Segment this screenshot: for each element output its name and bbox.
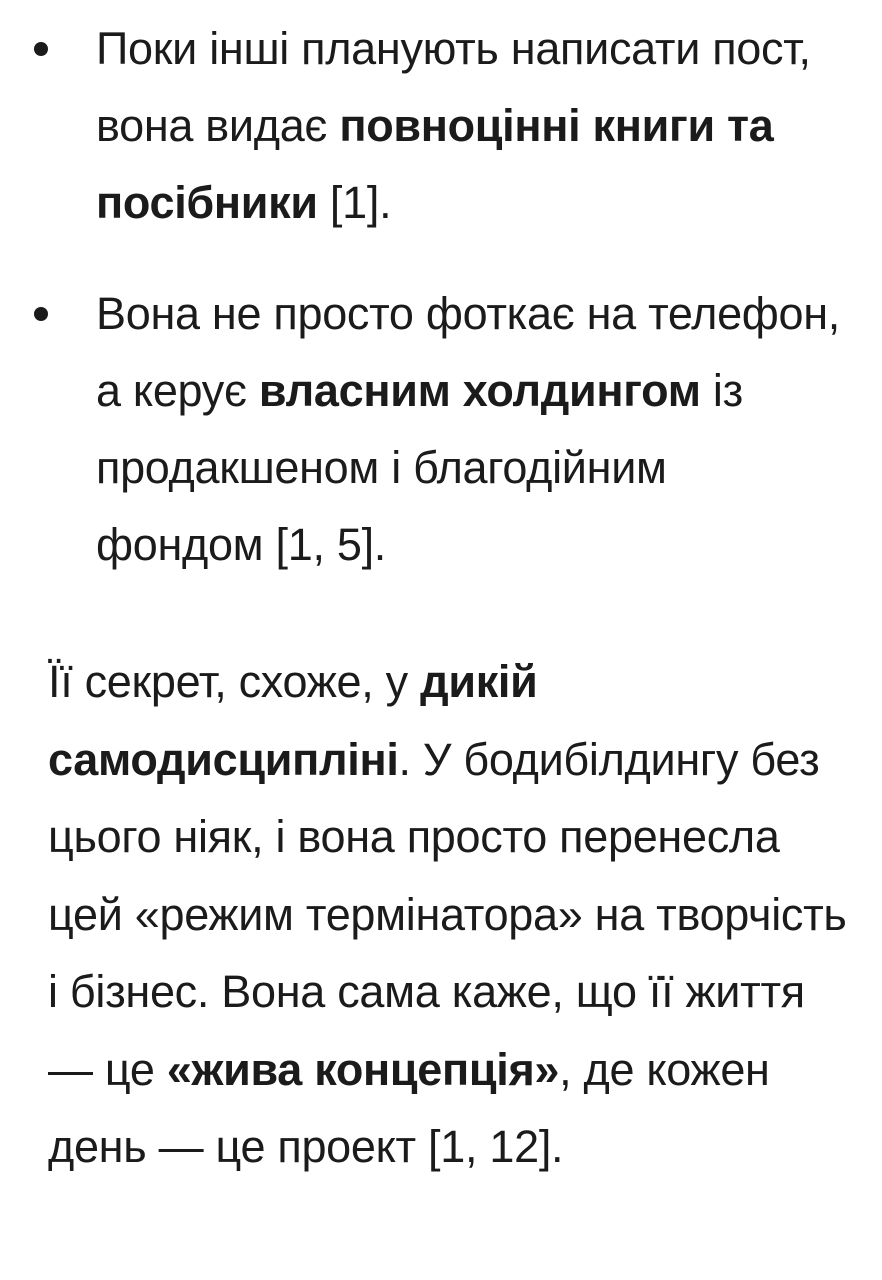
paragraph-text: . У бодибілдингу без цього ніяк, і вона просто перенесла цей «режим термінатора» на творчість і бізнес. Вона сама каже, що її життя — це [48,733,847,1095]
bullet-citation-text: із продакшеном і благодійним фондом [1, 5]. [96,365,743,570]
body-paragraph [48,643,848,1186]
bullet-citation-text: [1]. [317,177,392,228]
list-item [0,10,882,241]
paragraph-bold-text: дикій самодисципліні [48,656,538,785]
paragraph-bold-text: «жива концепція» [166,1043,560,1095]
bullet-text: Поки інші планують написати пост, вона видає [96,23,811,151]
bullet-dot-icon [34,42,48,56]
bullet-text: Вона не просто фоткає на телефон, а керує [96,288,841,416]
paragraph-text: Її секрет, схоже, у [48,656,421,707]
bullet-list [0,10,882,583]
bullet-bold-text: власним холдингом [258,365,701,416]
bullet-dot-icon [34,307,48,321]
bullet-bold-text: повноцінні книги та посібники [96,100,774,228]
list-item [0,275,882,583]
paragraph-citation-text: , де кожен день — це проект [1, 12]. [48,1043,770,1172]
